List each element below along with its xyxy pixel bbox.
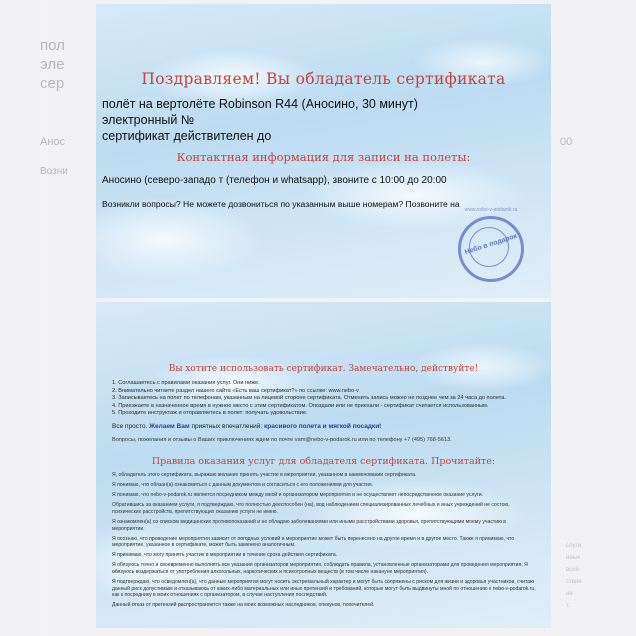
terms-steps-list <box>112 380 542 418</box>
rule-item: Я обязуюсь точно и своевременно выполнять все указания организаторов мероприятия, соблюдать правила, установленные организаторами для проведения мероприятия. Я обязуюсь воздержаться от употребления алкогольных, наркотических и психотропных веществ (в том числе накануне мероприятия). <box>112 562 528 576</box>
rule-item: Я понимаю, что nebo-v-podarok.ru является посредником между мной и организатором мероприятия и не осуществляет непосредственное оказание услуги. <box>112 492 484 499</box>
rule-item: Обратившись за оказанием услуги, я подтверждаю, что полностью дееспособен (на), вод наблюдением специализированных лечебных и иных учреждений не состою, психических расстройств, препятствующих оказанию услуги не имею. <box>112 502 510 515</box>
list-item: 3. Записываетесь на полет по телефонам, указанным на лицевой стороне сертификата. Отменить запись можно не позднее чем за 24 часа до полета. <box>112 395 506 402</box>
rule-item: Я ознакомлен(а) со списком медицинских противопоказаний и не обладаю заболеваниями или иными расстройствами здоровья, препятствующими моему участию в мероприятии. <box>112 518 507 532</box>
contact-text: Аносино (северо-западо т (телефон и whatsapp), звоните с 10:00 до 20:00 <box>102 175 447 186</box>
list-item: 4. Приезжаете в назначенное время в нужное место с этим сертификатом. Опоздали или не приехали - сертификат считается использованным. <box>112 402 489 409</box>
rule-item: Я осознаю, что проведение мероприятия зависит от погодных условий и мероприятие может быть перенесено на другое время и в другое место. Также я принимаю, что мероприятие, указанное в сертификате, может быть заменено аналогичным. <box>112 535 515 549</box>
wishes-line: Все просто. Желаем Вам приятных впечатлений: красивого полета и мягкой посадки! <box>112 423 382 430</box>
rules-title: Правила оказания услуг для обладателя сертификата. Прочитайте: <box>151 456 496 467</box>
validity-text: сертификат действителен до <box>102 129 272 143</box>
stamp-icon: www.nebo-v-podarok.ru Небо в подарок <box>458 216 524 282</box>
background-text-anos: Анос <box>40 136 66 148</box>
list-item: 2. Внимательно читаете раздел нашего сайта «Есть ваш сертификат?» по ссылке: www.nebo-v <box>112 387 359 394</box>
contact-heading: Контактная информация для записи на полеты: <box>176 150 471 164</box>
certificate-back <box>96 302 551 628</box>
question-text: Возникли вопросы? Не можете дозвониться по указанным выше номерам? Позвоните на <box>102 199 460 209</box>
feedback-contact: Вопросы, пожелания и отзывы о Ваших приключениях ждем по почте vam@nebo-v-podarok.ru или по телефону +7 (495) 768-5613. <box>112 437 452 443</box>
background-text-right: 00 <box>560 136 573 148</box>
background-heading: пол эле сер <box>40 37 65 92</box>
certificate-title: Поздравляем! Вы обладатель сертификата <box>141 70 506 88</box>
background-page-left-edge <box>36 0 48 636</box>
terms-title: Вы хотите использовать сертификат. Замечательно, действуйте! <box>168 364 479 374</box>
rule-item: Я принимаю, что могу принять участие в мероприятии в течение срока действия сертификата. <box>112 552 338 559</box>
rules-list <box>112 472 536 613</box>
rule-item: Данный отказ от претензий распространяется также на моих возможных наследников, опекунов, попечителей. <box>112 602 375 609</box>
list-item: 5. Проходите инструктаж и отправляетесь в полет: получать удовольствие. <box>112 410 308 417</box>
flight-description: полёт на вертолёте Robinson R44 (Аносино, 30 минут) <box>102 97 418 111</box>
background-text-voz: Возни <box>40 166 68 177</box>
rule-item: Я подтверждаю, что осведомлен(а), что данные мероприятия могут носить экстремальный характер и могут быть сопряжены с риском для жизни и здоровья участников, считаю данный риск допустимым и отказываюсь от каких-либо материальных или иных претензий и требований, которые могут быть выдвинуты мной по отношению к nebo-v-podarok.ru, как к посреднику в моих отношениях с организатором, в случае наступления последствий. <box>112 579 536 599</box>
certificate-front <box>96 4 551 298</box>
electronic-number: электронный № <box>102 113 195 127</box>
list-item: 1. Соглашаетесь с правилами оказания услуг. Они ниже. <box>112 380 260 386</box>
background-small-right: слуги, нных всей ствия ие т. <box>566 543 583 609</box>
rule-item: Я понимаю, что обязан(а) ознакомиться с данным документом и согласиться с его положениями для участия. <box>112 482 374 489</box>
rule-item: Я, обладатель этого сертификата, выражаю желание принять участие в мероприятии, указанном в наименовании сертификата. <box>112 472 417 478</box>
